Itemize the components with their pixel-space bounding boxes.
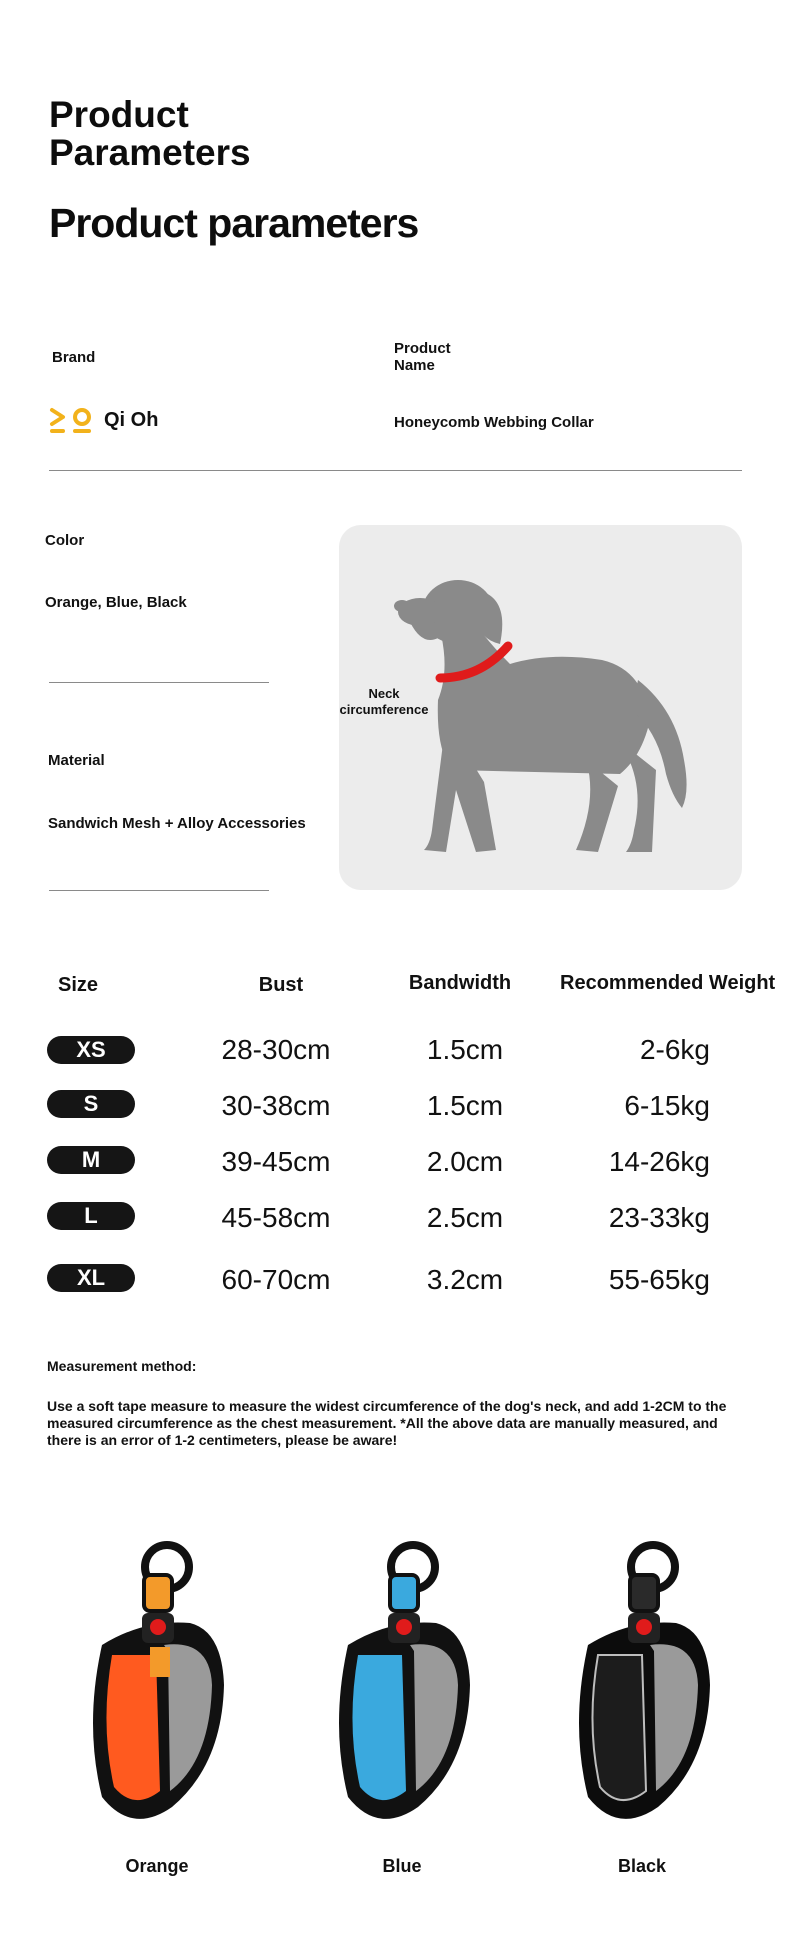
page-title: Product parameters [49, 200, 419, 246]
size-badge-xs: XS [47, 1036, 135, 1064]
product-name-value: Honeycomb Webbing Collar [394, 414, 594, 431]
measurement-heading: Measurement method: [47, 1358, 197, 1374]
table-cell-bust: 28-30cm [221, 1034, 331, 1065]
table-header-bust: Bust [258, 974, 304, 996]
table-cell-weight: 55-65kg [608, 1264, 710, 1295]
collar-blue-image [318, 1535, 488, 1835]
table-cell-bandwidth: 1.5cm [426, 1090, 504, 1121]
divider [49, 682, 269, 683]
page-title-top: Product Parameters [49, 94, 251, 173]
color-value: Orange, Blue, Black [45, 594, 187, 611]
table-cell-weight: 14-26kg [608, 1146, 710, 1177]
table-cell-bandwidth: 1.5cm [426, 1034, 504, 1065]
product-name-label: Product Name [394, 340, 451, 374]
table-header-weight: Recommended Weight [560, 972, 776, 994]
size-badge-s: S [47, 1090, 135, 1118]
table-cell-bust: 30-38cm [221, 1090, 331, 1121]
brand-name: Qi Oh [104, 409, 159, 431]
table-header-size: Size [58, 974, 99, 996]
material-value: Sandwich Mesh + Alloy Accessories [48, 815, 306, 832]
table-cell-bust: 60-70cm [221, 1264, 331, 1295]
material-label: Material [48, 752, 105, 769]
table-cell-bandwidth: 2.0cm [426, 1146, 504, 1177]
divider [49, 890, 269, 891]
brand-label: Brand [52, 349, 96, 366]
collar-orange-image [72, 1535, 242, 1835]
variant-label-blue: Blue [382, 1856, 422, 1876]
neck-circumference-label: Neck circumference [339, 686, 429, 717]
brand-logo-icon [49, 406, 95, 434]
size-badge-xl: XL [47, 1264, 135, 1292]
table-cell-bandwidth: 3.2cm [426, 1264, 504, 1295]
measurement-text: Use a soft tape measure to measure the widest circumference of the dog's neck, and add 1-2CM to the measured circumference as the chest measurement. *All the above data are manually measured, and there is an error of 1-2 centimeters, please be aware! [47, 1398, 727, 1448]
color-label: Color [45, 532, 85, 549]
table-cell-bust: 39-45cm [221, 1146, 331, 1177]
collar-black-image [558, 1535, 728, 1835]
size-badge-l: L [47, 1202, 135, 1230]
table-cell-bust: 45-58cm [221, 1202, 331, 1233]
table-header-bandwidth: Bandwidth [408, 972, 512, 994]
size-badge-m: M [47, 1146, 135, 1174]
variant-label-black: Black [617, 1856, 667, 1876]
divider [49, 470, 742, 471]
table-cell-weight: 2-6kg [639, 1034, 710, 1065]
table-cell-weight: 6-15kg [624, 1090, 710, 1121]
table-cell-weight: 23-33kg [608, 1202, 710, 1233]
table-cell-bandwidth: 2.5cm [426, 1202, 504, 1233]
variant-label-orange: Orange [125, 1856, 189, 1876]
